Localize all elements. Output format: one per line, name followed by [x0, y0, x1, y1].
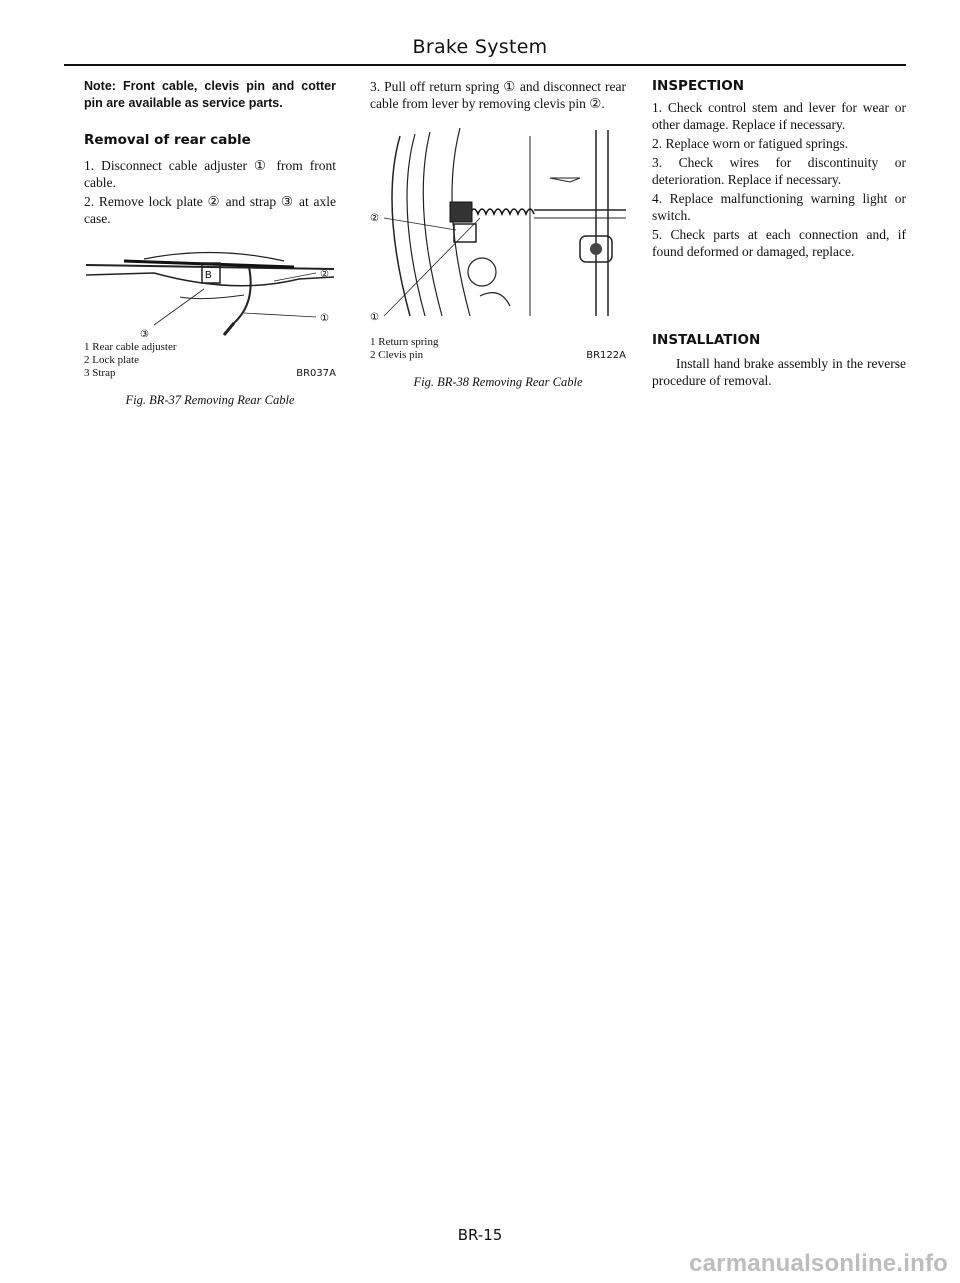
figure-br-38: [370, 126, 626, 391]
header-rule: [64, 64, 906, 66]
figure-code: BR122A: [586, 350, 626, 361]
figure-legend: [370, 336, 626, 362]
callout-1: ①: [370, 312, 379, 323]
inspection-step-3: 3. Check wires for discontinuity or deterioration. Replace if necessary.: [652, 155, 906, 187]
legend-item: 1 Rear cable adjuster: [84, 341, 177, 353]
figure-br-37: [84, 233, 336, 409]
inspection-step-2: 2. Replace worn or fatigued springs.: [652, 136, 849, 151]
left-column: [84, 78, 336, 409]
figure-caption: Fig. BR-38 Removing Rear Cable: [413, 375, 583, 389]
step-1: 1. Disconnect cable adjuster ① from front cable.: [84, 158, 336, 190]
installation-heading: INSTALLATION: [652, 332, 761, 348]
callout-2: ②: [320, 269, 329, 280]
watermark: carmanualsonline.info: [689, 1250, 948, 1277]
inspection-heading: INSPECTION: [652, 78, 745, 94]
figure-caption: Fig. BR-37 Removing Rear Cable: [125, 393, 295, 407]
svg-text:B: B: [205, 270, 212, 281]
callout-3: ③: [140, 329, 149, 340]
page-number: BR-15: [457, 1226, 503, 1244]
right-column: [652, 78, 906, 391]
callout-2: ②: [370, 213, 379, 224]
step-2: 2. Remove lock plate ② and strap ③ at axle case.: [84, 194, 336, 226]
inspection-step-1: 1. Check control stem and lever for wear or other damage. Replace if necessary.: [652, 100, 906, 132]
removal-heading: Removal of rear cable: [84, 132, 251, 148]
page-title: Brake System: [412, 36, 548, 58]
legend-item: 3 Strap: [84, 367, 116, 379]
figure-code: BR037A: [296, 368, 336, 379]
legend-item: 1 Return spring: [370, 336, 439, 348]
return-spring-illustration: [370, 126, 626, 326]
inspection-step-4: 4. Replace malfunctioning warning light or switch.: [652, 191, 906, 223]
callout-1: ①: [320, 313, 329, 324]
legend-item: 2 Clevis pin: [370, 349, 424, 361]
installation-text: Install hand brake assembly in the reverse procedure of removal.: [652, 356, 906, 388]
rear-cable-illustration: [84, 233, 336, 341]
figure-legend: [84, 341, 336, 380]
service-parts-note: Note: Front cable, clevis pin and cotter pin are available as service parts.: [84, 79, 336, 110]
inspection-step-5: 5. Check parts at each connection and, if found deformed or damaged, replace.: [652, 227, 906, 259]
legend-item: 2 Lock plate: [84, 354, 139, 366]
middle-column: [370, 78, 626, 391]
step-3: 3. Pull off return spring ① and disconnect rear cable from lever by removing clevis pin ②.: [370, 79, 626, 111]
